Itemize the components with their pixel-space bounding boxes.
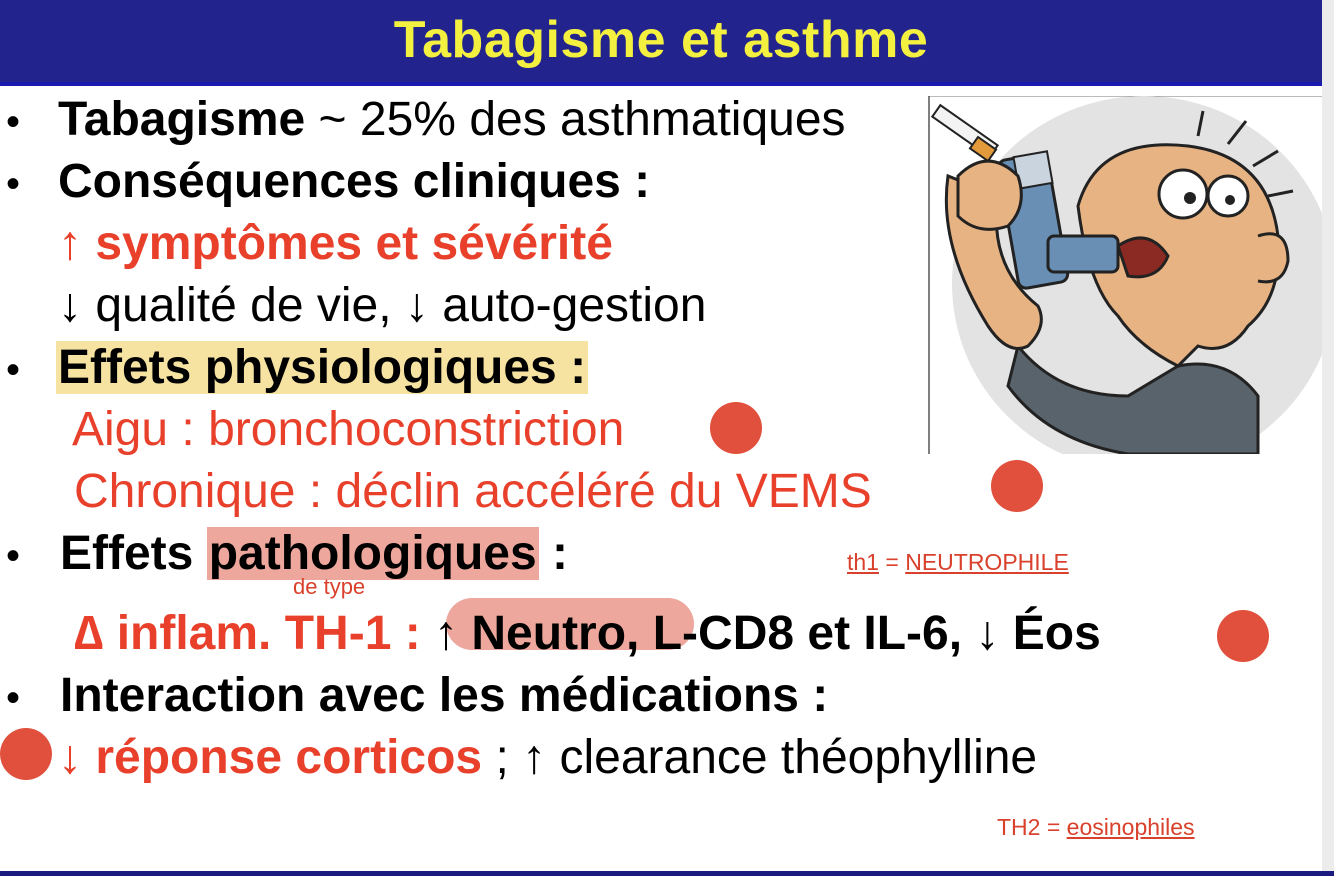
line-qualite-vie: ↓ qualité de vie, ↓ auto-gestion	[58, 279, 707, 332]
bottom-border	[0, 871, 1334, 876]
annotation-dot	[0, 728, 52, 780]
annotation-dot	[1217, 610, 1269, 662]
annotation-de-type: de type	[293, 574, 366, 599]
patho-prefix: Effets	[60, 527, 207, 580]
bullet-5: •	[6, 676, 21, 720]
line-reponse	[58, 730, 1037, 786]
line-aigu: Aigu : bronchoconstriction	[72, 403, 625, 456]
line-chronique: Chronique : déclin accéléré du VEMS	[74, 465, 872, 518]
tabagisme-label: Tabagisme	[58, 93, 306, 146]
physio-highlighted: Effets physiologiques :	[58, 341, 587, 394]
smoking-inhaler-illustration	[928, 96, 1322, 454]
annotation-dot	[710, 402, 762, 454]
bullet-4: •	[6, 534, 21, 578]
bullet-3: •	[6, 348, 21, 392]
clearance-theophylline: ; ↑ clearance théophylline	[482, 731, 1038, 784]
slide-title: Tabagisme et asthme	[393, 11, 929, 69]
right-edge	[1322, 0, 1334, 876]
annotation-dot	[991, 460, 1043, 512]
line-inflam	[74, 606, 1101, 662]
bullet-2: •	[6, 162, 21, 206]
tabagisme-rate: ~ 25% des asthmatiques	[305, 93, 846, 146]
line-symptomes: ↑ symptômes et sévérité	[58, 217, 613, 270]
title-bar	[0, 0, 1322, 86]
line-tabagisme	[58, 92, 846, 148]
patho-highlighted: pathologiques	[208, 527, 537, 580]
bullet-1: •	[6, 100, 21, 144]
patho-suffix: :	[538, 527, 569, 580]
reponse-corticos: ↓ réponse corticos	[58, 731, 483, 784]
line-interaction: Interaction avec les médications :	[60, 669, 829, 722]
annotation-th2: TH2 = eosinophiles	[997, 814, 1195, 840]
line-physio	[56, 340, 588, 396]
line-consequences: Conséquences cliniques :	[58, 155, 651, 208]
annotation-th1: th1 = NEUTROPHILE	[847, 549, 1069, 575]
inflam-label: ∆ inflam. TH-1 :	[74, 607, 435, 660]
inflam-details: ↑ Neutro, L-CD8 et IL-6, ↓ Éos	[434, 607, 1101, 660]
